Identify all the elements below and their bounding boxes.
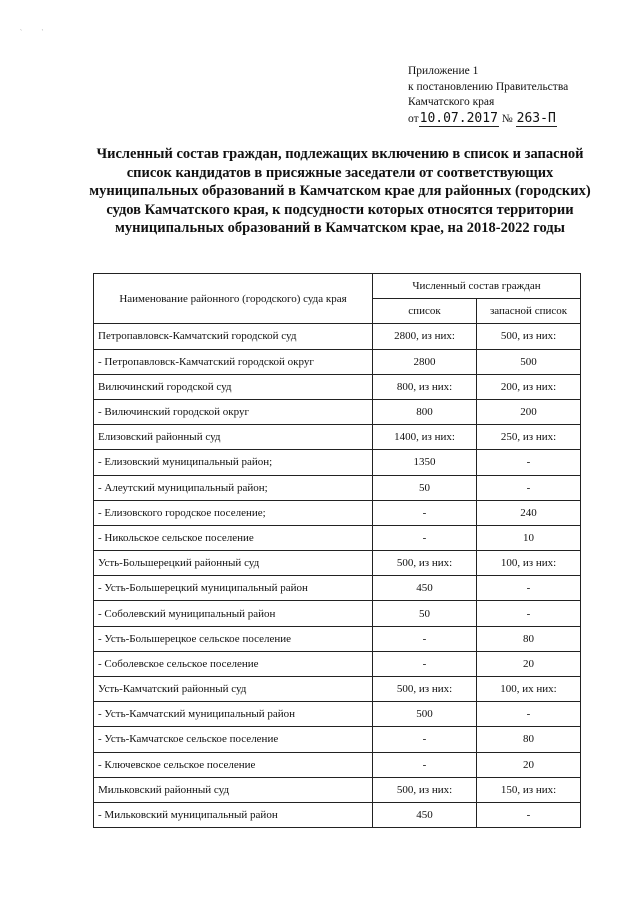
list-count: 500, из них: (373, 777, 477, 802)
reserve-count: 100, из них: (477, 551, 581, 576)
table-row (94, 349, 581, 374)
reserve-count: - (477, 702, 581, 727)
reserve-count: - (477, 576, 581, 601)
reserve-count: 20 (477, 651, 581, 676)
reserve-count: 200, из них: (477, 374, 581, 399)
list-count: - (373, 651, 477, 676)
table-row (94, 752, 581, 777)
list-count: 500 (373, 702, 477, 727)
list-count: 450 (373, 802, 477, 827)
list-count: 500, из них: (373, 551, 477, 576)
list-count: 800 (373, 399, 477, 424)
list-count: - (373, 525, 477, 550)
table-header-row (94, 274, 581, 299)
reserve-count: - (477, 475, 581, 500)
appendix-line: Камчатского края (408, 96, 495, 108)
table-row (94, 551, 581, 576)
table-row (94, 677, 581, 702)
reserve-count: - (477, 601, 581, 626)
reserve-count: 500 (477, 349, 581, 374)
court-name: - Соболевский муниципальный район (94, 601, 373, 626)
court-name: - Усть-Большерецкое сельское поселение (94, 626, 373, 651)
court-name: - Елизовского городское поселение; (94, 500, 373, 525)
appendix-block (408, 64, 568, 127)
reserve-count: - (477, 450, 581, 475)
list-count: 50 (373, 601, 477, 626)
appendix-line: к постановлению Правительства (408, 80, 569, 93)
reserve-count: 80 (477, 727, 581, 752)
table-row (94, 425, 581, 450)
table-row (94, 324, 581, 349)
reserve-count: 80 (477, 626, 581, 651)
list-count: 50 (373, 475, 477, 500)
court-name: - Усть-Большерецкий муниципальный район (94, 576, 373, 601)
table-row (94, 525, 581, 550)
number-prefix: № (501, 112, 513, 125)
table-row (94, 802, 581, 827)
list-count: 500, из них: (373, 677, 477, 702)
appendix-line: Приложение 1 (408, 65, 479, 77)
scan-mark: ` (41, 30, 44, 36)
header-reserve-list: запасной список (477, 299, 581, 324)
list-count: - (373, 626, 477, 651)
court-name: - Петропавловск-Камчатский городской округ (94, 349, 373, 374)
list-count: 2800, из них: (373, 324, 477, 349)
court-name: - Соболевское сельское поселение (94, 651, 373, 676)
reserve-count: 150, из них: (477, 777, 581, 802)
table-row (94, 601, 581, 626)
court-name: - Никольское сельское поселение (94, 525, 373, 550)
list-count: 450 (373, 576, 477, 601)
reserve-count: 240 (477, 500, 581, 525)
header-list: список (373, 299, 477, 324)
list-count: 1350 (373, 450, 477, 475)
court-name: - Вилючинский городской округ (94, 399, 373, 424)
table-row (94, 450, 581, 475)
table-row (94, 626, 581, 651)
reserve-count: 100, их них: (477, 677, 581, 702)
list-count: - (373, 752, 477, 777)
court-name: - Усть-Камчатское сельское поселение (94, 727, 373, 752)
list-count: 800, из них: (373, 374, 477, 399)
court-name: Елизовский районный суд (94, 425, 373, 450)
court-name: - Алеутский муниципальный район; (94, 475, 373, 500)
reserve-count: - (477, 802, 581, 827)
date-prefix: от (408, 112, 419, 125)
scan-mark: ` (20, 30, 22, 36)
table-row (94, 399, 581, 424)
table-row (94, 727, 581, 752)
court-name: Усть-Камчатский районный суд (94, 677, 373, 702)
table-row (94, 702, 581, 727)
decree-date: 10.07.2017 (419, 110, 498, 126)
court-name: Петропавловск-Камчатский городской суд (94, 324, 373, 349)
court-name: - Мильковский муниципальный район (94, 802, 373, 827)
reserve-count: 500, из них: (477, 324, 581, 349)
reserve-count: 200 (477, 399, 581, 424)
court-name: Усть-Большерецкий районный суд (94, 551, 373, 576)
list-count: 2800 (373, 349, 477, 374)
scan-marks (20, 30, 62, 36)
table-row (94, 475, 581, 500)
table-row (94, 651, 581, 676)
table-row (94, 777, 581, 802)
table-row (94, 576, 581, 601)
document-title: Численный состав граждан, подлежащих включению в список и запасной список кандидатов в присяжные заседатели от соответствующих муниципальных образований в Камчатском крае для районных (городских) судов Камчатского края, к подсудности которых относятся территории муниципальных образований в Камчатском крае, на 2018-2022 годы (89, 146, 591, 236)
header-court-name: Наименование районного (городского) суда края (94, 274, 373, 324)
appendix-date-line (408, 111, 568, 128)
court-name: - Ключевское сельское поселение (94, 752, 373, 777)
court-name: - Усть-Камчатский муниципальный район (94, 702, 373, 727)
court-name: Вилючинский городской суд (94, 374, 373, 399)
court-name: - Елизовский муниципальный район; (94, 450, 373, 475)
list-count: - (373, 500, 477, 525)
list-count: 1400, из них: (373, 425, 477, 450)
list-count: - (373, 727, 477, 752)
table-row (94, 500, 581, 525)
reserve-count: 250, из них: (477, 425, 581, 450)
header-citizens-count: Численный состав граждан (373, 274, 581, 299)
decree-number: 263-П (516, 110, 556, 126)
court-name: Мильковский районный суд (94, 777, 373, 802)
courts-table (93, 273, 581, 828)
reserve-count: 20 (477, 752, 581, 777)
table-row (94, 374, 581, 399)
reserve-count: 10 (477, 525, 581, 550)
